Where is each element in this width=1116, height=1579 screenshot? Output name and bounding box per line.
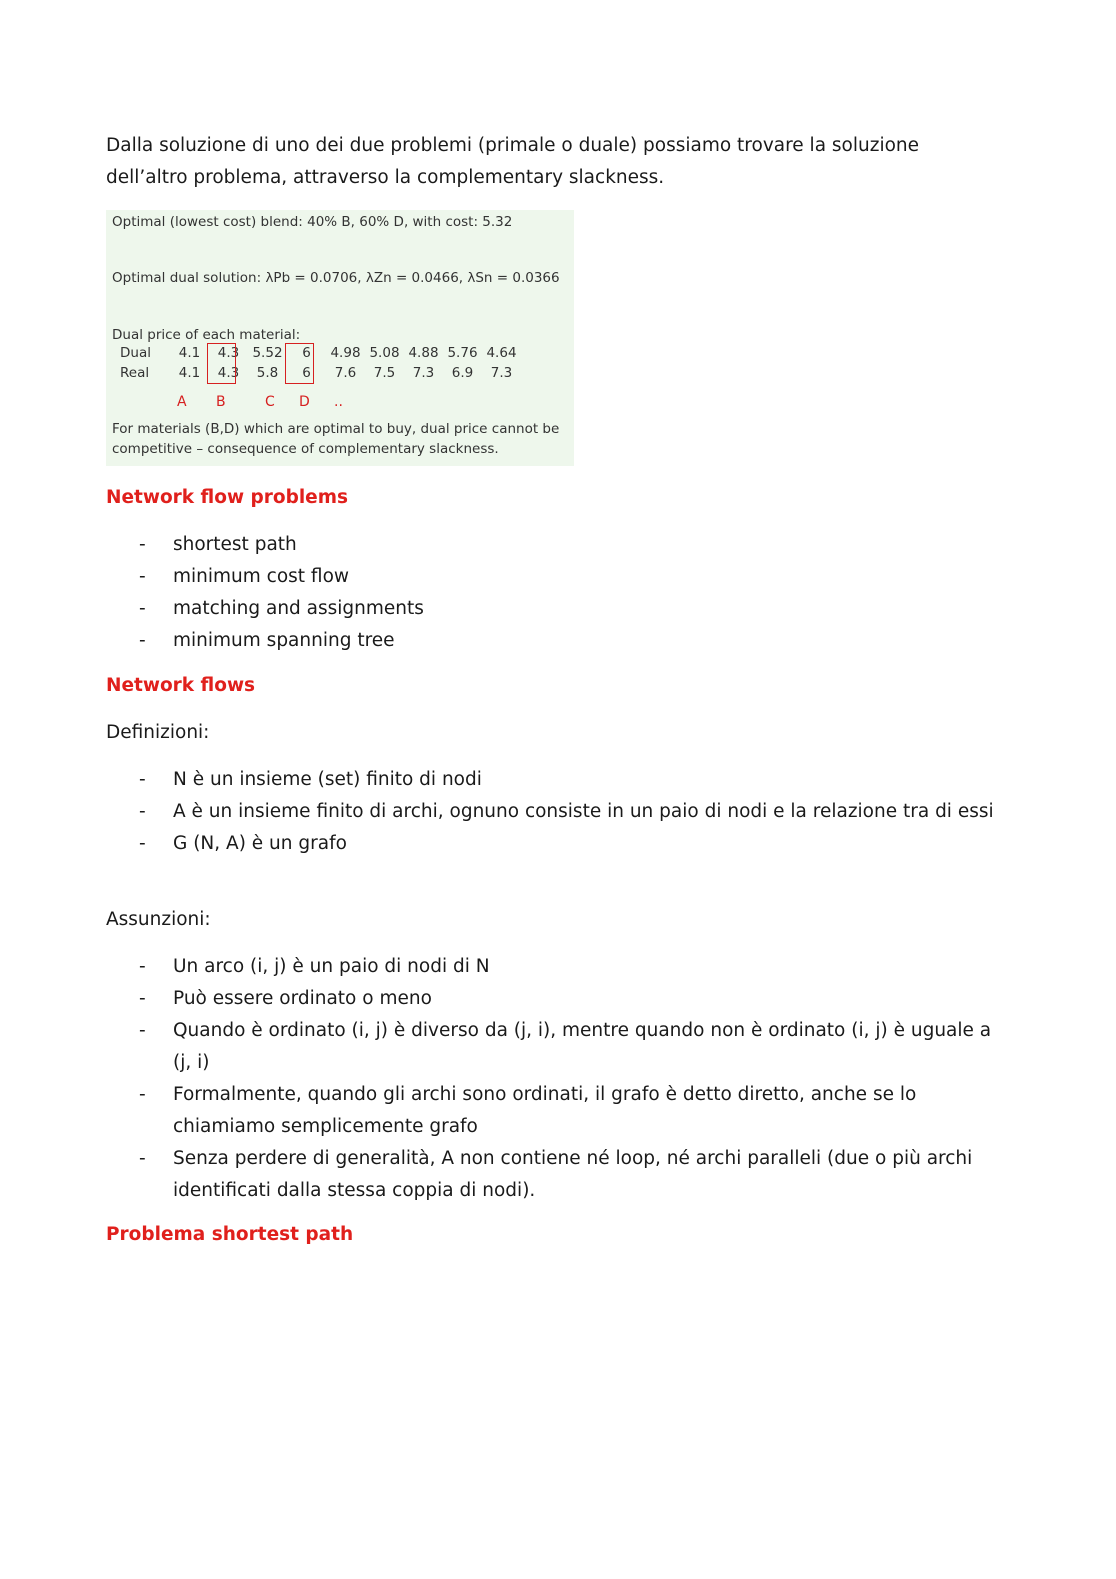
definitions-label: Definizioni:: [106, 722, 210, 743]
cell: 7.6: [334, 365, 357, 381]
cell: 5.08: [369, 345, 400, 361]
cell: 4.98: [330, 345, 361, 361]
cell: 5.8: [256, 365, 279, 381]
cell: 4.88: [408, 345, 439, 361]
list-item: - minimum cost flow: [106, 561, 1006, 593]
cell: 4.1: [178, 365, 201, 381]
intro-paragraph: Dalla soluzione di uno dei due problemi (primale o duale) possiamo trovare la soluzione dell’altro problema, attraverso la complementary slackness.: [106, 135, 920, 188]
figure-line-blend: Optimal (lowest cost) blend: 40% B, 60% D, with cost: 5.32: [112, 214, 513, 230]
highlight-box-b: [207, 343, 236, 384]
problems-list: [106, 529, 1006, 657]
list-item: - Quando è ordinato (i, j) è diverso da (j, i), mentre quando non è ordinato (i, j) è uguale a (j, i): [106, 1015, 1006, 1079]
list-item: - A è un insieme finito di archi, ognuno consiste in un paio di nodi e la relazione tra di essi: [106, 796, 1006, 828]
list-item: - G (N, A) è un grafo: [106, 828, 1006, 860]
material-label: B: [216, 394, 226, 410]
figure-line-dual: Optimal dual solution: λPb = 0.0706, λZn = 0.0466, λSn = 0.0366: [112, 270, 560, 286]
list-item: - Un arco (i, j) è un paio di nodi di N: [106, 951, 1006, 983]
dual-row: [120, 345, 521, 361]
assumptions-label: Assunzioni:: [106, 909, 211, 930]
cell: 7.5: [373, 365, 396, 381]
cell: 5.52: [252, 345, 283, 361]
cell: 6: [302, 345, 311, 361]
figure-line-price: Dual price of each material:: [112, 327, 301, 343]
cell: Real: [120, 365, 150, 381]
list-item: - N è un insieme (set) finito di nodi: [106, 764, 1006, 796]
definitions-list: [106, 764, 1006, 860]
heading-shortest-path: Problema shortest path: [106, 1224, 354, 1245]
cell: Dual: [120, 345, 151, 361]
list-item: - Formalmente, quando gli archi sono ordinati, il grafo è detto diretto, anche se lo chiamiamo semplicemente grafo: [106, 1079, 1006, 1143]
list-item: - Può essere ordinato o meno: [106, 983, 1006, 1015]
heading-network-flows: Network flows: [106, 675, 256, 696]
figure-note: For materials (B,D) which are optimal to buy, dual price cannot be: [112, 421, 560, 437]
cell: 7.3: [490, 365, 513, 381]
cell: 6.9: [451, 365, 474, 381]
cell: 5.76: [447, 345, 478, 361]
list-item: - matching and assignments: [106, 593, 1006, 625]
cell: 4.1: [178, 345, 201, 361]
list-item: - shortest path: [106, 529, 1006, 561]
figure-note: competitive – consequence of complementary slackness.: [112, 441, 499, 457]
material-label: A: [177, 394, 187, 410]
highlight-box-d: [285, 343, 314, 384]
cell: 4.3: [217, 365, 240, 381]
real-row: [120, 365, 521, 381]
material-label: C: [265, 394, 275, 410]
assumptions-list: [106, 951, 1006, 1207]
material-label: ..: [334, 394, 343, 410]
cell: 4.3: [217, 345, 240, 361]
material-label: D: [299, 394, 310, 410]
lp-solution-figure: [106, 210, 574, 466]
cell: 6: [302, 365, 311, 381]
heading-network-flow-problems: Network flow problems: [106, 487, 348, 508]
cell: 7.3: [412, 365, 435, 381]
cell: 4.64: [486, 345, 517, 361]
list-item: - minimum spanning tree: [106, 625, 1006, 657]
list-item: - Senza perdere di generalità, A non contiene né loop, né archi paralleli (due o più archi identificati dalla stessa coppia di nodi).: [106, 1143, 1006, 1207]
